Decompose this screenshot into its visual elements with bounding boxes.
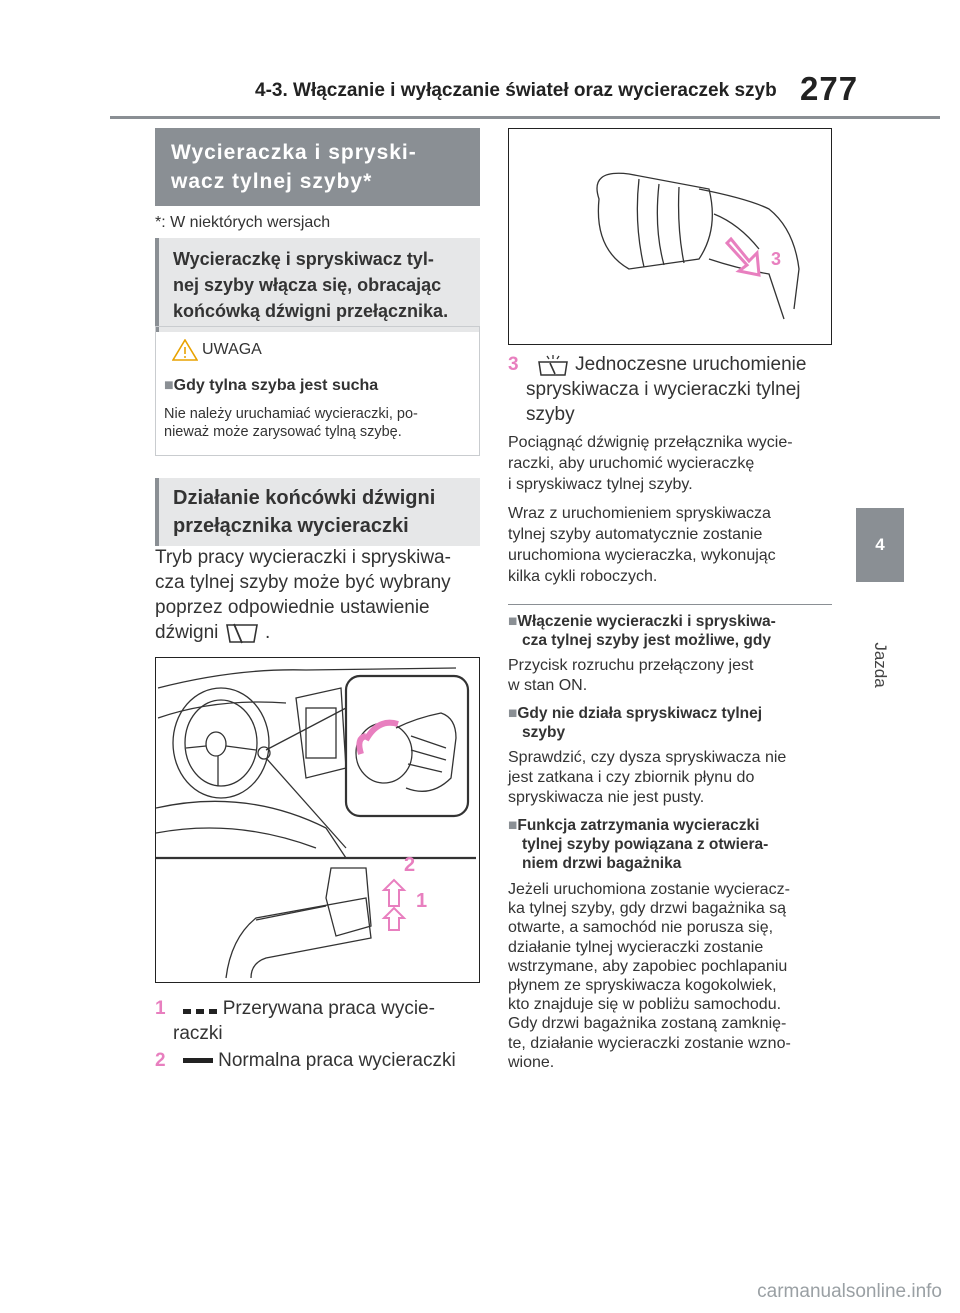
normal-symbol-icon (183, 1058, 213, 1063)
running-header-title: 4-3. Włączanie i wyłączanie świateł oraz wycieraczek szyb (255, 80, 777, 101)
section-heading-rear-wiper: Wycieraczka i spryski- wacz tylnej szyby* (155, 128, 480, 206)
note-2-text: Sprawdzić, czy dysza spryskiwacza nie jest zatkana i czy zbiornik płynu do spryskiwacza nie jest pusty. (508, 749, 787, 806)
lever-body-text: Tryb pracy wycieraczki i spryskiwa- cza tylnej szyby może być wybrany poprzez odpowiednie ustawienie dźwigni . (155, 547, 451, 643)
intro-summary: Wycieraczkę i spryskiwacz tyl- nej szyby włącza się, obracając końcówką dźwigni przełącznika. (155, 238, 480, 332)
bullet-square-icon: ■ (164, 377, 174, 394)
note-1-text: Przycisk rozruchu przełączony jest w stan ON. (508, 657, 754, 694)
mode-item-3: 3 Jednoczesne uruchomienie spryskiwacza i wycieraczki tylnej szyby (508, 354, 807, 425)
figure-lever-pull (508, 128, 832, 345)
warning-box (155, 326, 480, 456)
warning-heading: ■Gdy tylna szyba jest sucha (164, 377, 379, 394)
lever-illustration (156, 658, 478, 981)
note-3-heading: ■Funkcja zatrzymania wycieraczki tylnej szyby powiązana z otwiera- niem drzwi bagażnika (508, 817, 769, 872)
mode-item-1: 1 Przerywana praca wycie- raczki (155, 998, 435, 1045)
page-number: 277 (800, 70, 859, 107)
note-2-heading: ■Gdy nie działa spryskiwacz tylnej szyby (508, 705, 763, 741)
warning-text: Nie należy uruchamiać wycieraczki, po- nieważ może zarysować tylną szybę. (164, 406, 418, 440)
header-divider (110, 116, 940, 119)
intermittent-symbol-icon (183, 996, 218, 1021)
bullet-square-icon: ■ (508, 705, 518, 722)
figure-label-1: 1 (416, 890, 428, 912)
section-heading-lever-tip: Działanie końcówki dźwigni przełącznika wycieraczki (155, 478, 480, 546)
mode3-paragraph-2: Wraz z uruchomieniem spryskiwacza tylnej szyby automatycznie zostanie uruchomiona wycieraczka, wykonując kilka cykli roboczych. (508, 505, 776, 585)
bullet-square-icon: ■ (508, 613, 518, 630)
notes-divider (508, 604, 832, 605)
figure-lever-dashboard (155, 657, 480, 983)
mode-item-2: 2 Normalna praca wycieraczki (155, 1050, 456, 1071)
lever-pull-illustration (509, 129, 830, 343)
chapter-label: Jazda (871, 642, 890, 688)
note-1-heading: ■Włączenie wycieraczki i spryskiwa- cza tylnej szyby jest możliwe, gdy (508, 613, 776, 649)
footnote: *: W niektórych wersjach (155, 214, 331, 231)
mode3-paragraph-1: Pociągnąć dźwignię przełącznika wycie- raczki, aby uruchomić wycieraczkę i spryskiwacz tylnej szyby. (508, 434, 793, 493)
washer-icon (536, 354, 570, 376)
warning-label: UWAGA (202, 341, 262, 358)
bullet-square-icon: ■ (508, 817, 518, 834)
watermark: carmanualsonline.info (757, 1281, 942, 1302)
rear-wiper-icon (224, 621, 260, 645)
warning-triangle-icon (172, 339, 198, 361)
figure-label-2: 2 (404, 854, 416, 876)
figure-label-3: 3 (771, 249, 782, 269)
note-3-text: Jeżeli uruchomiona zostanie wycieracz- ka tylnej szyby, gdy drzwi bagażnika są otwarte, a samochód nie porusza się, działanie tylnej wycieraczki zostanie wstrzymane, aby zapobiec pochlapaniu płynem ze spryskiwacza kogokolwiek, kto znajduje się w pobliżu samochodu. Gdy drzwi bagażnika zostaną zamknię- te, działanie wycieraczki zostanie wzno- wione. (508, 881, 791, 1071)
chapter-tab: 4 (856, 508, 904, 582)
